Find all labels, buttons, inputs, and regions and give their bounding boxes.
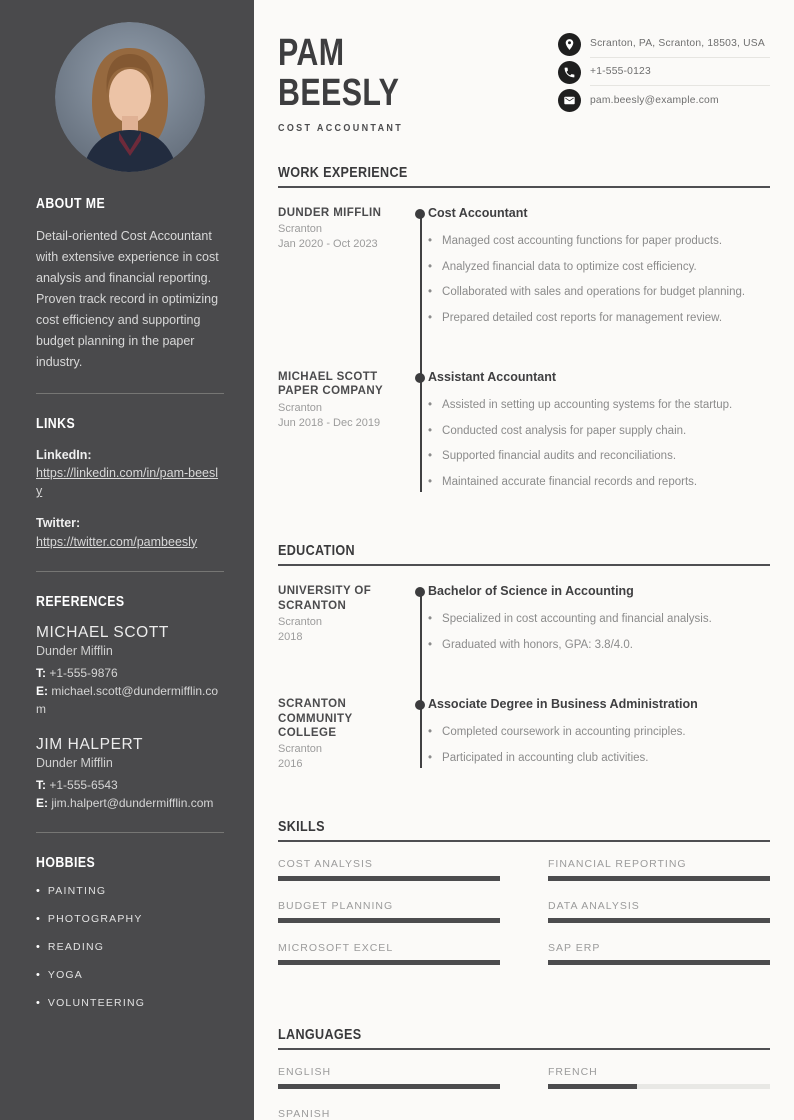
bar-track: [278, 876, 500, 881]
bar-track: [278, 960, 500, 965]
references-section: [36, 594, 224, 812]
link-url[interactable]: https://twitter.com/pambeesly: [36, 534, 198, 549]
bullet-icon: •: [36, 884, 40, 897]
hobby-label: YOGA: [47, 968, 84, 981]
phone-value: +1-555-6543: [49, 777, 118, 792]
bar-label: BUDGET PLANNING: [278, 900, 394, 913]
hobby-label: PHOTOGRAPHY: [47, 912, 143, 925]
skill-item: [278, 942, 500, 965]
bar-label: FRENCH: [548, 1066, 598, 1079]
timeline-dot: [415, 373, 425, 383]
hobbies-section: [36, 855, 224, 1009]
bar-fill: [278, 876, 500, 881]
bullet-point: • Conducted cost analysis for paper supply chain.: [428, 424, 770, 440]
contact-text: pam.beesly@example.com: [590, 94, 719, 106]
hobby-label: READING: [47, 940, 105, 953]
name-block: [278, 28, 417, 134]
reference-name: MICHAEL SCOTT: [36, 623, 169, 641]
timeline-entry: [278, 697, 770, 776]
reference-company: Dunder Mifflin: [36, 643, 113, 658]
contact-row: [558, 58, 770, 86]
bar-track: [548, 876, 770, 881]
bullet-point: • Collaborated with sales and operations for budget planning.: [428, 285, 770, 301]
reference-phone: [36, 664, 224, 682]
skill-item: [278, 900, 500, 923]
timeline-dot: [415, 700, 425, 710]
entry-role-title: Cost Accountant: [428, 206, 528, 221]
email-icon: [558, 89, 581, 112]
contact-text: Scranton, PA, Scranton, 18503, USA: [590, 38, 765, 49]
reference-phone: [36, 776, 224, 794]
bullet-icon: •: [36, 968, 40, 981]
bullet-icon: •: [36, 940, 40, 953]
phone-value: +1-555-9876: [49, 665, 118, 680]
contact-text: +1-555-0123: [590, 66, 651, 77]
about-text: Detail-oriented Cost Accountant with extensive experience in cost analysis and financial reporting. Proven track record in optimizing cost efficiency and supporting budget planning in the paper industry.: [36, 229, 219, 369]
location-icon: [558, 33, 581, 56]
bullet-point: • Managed cost accounting functions for paper products.: [428, 234, 770, 250]
bar-track: [548, 1084, 770, 1089]
work-experience-entries: [278, 188, 770, 500]
timeline-dot: [415, 209, 425, 219]
references-list: [36, 624, 224, 812]
entry-dates: 2016: [278, 758, 303, 771]
hobbies-heading: HOBBIES: [36, 854, 96, 871]
hobby-label: VOLUNTEERING: [47, 996, 146, 1009]
reference-email: [36, 682, 224, 718]
organization-name: SCRANTON COMMUNITY COLLEGE: [278, 698, 353, 739]
email-label: E:: [36, 683, 48, 698]
organization-location: Scranton: [278, 401, 323, 414]
bar-label: MICROSOFT EXCEL: [278, 942, 394, 955]
skill-item: [278, 858, 500, 881]
email-value: jim.halpert@dundermifflin.com: [51, 795, 214, 810]
skills-heading: SKILLS: [278, 818, 325, 836]
bullet-icon: •: [36, 912, 40, 925]
phone-label: T:: [36, 777, 46, 792]
languages-heading: LANGUAGES: [278, 1026, 362, 1044]
about-section: [36, 196, 224, 373]
sidebar: [0, 0, 254, 1120]
entry-role-title: Assistant Accountant: [428, 370, 557, 385]
bullet-point: • Analyzed financial data to optimize cost efficiency.: [428, 260, 770, 276]
timeline-entry: [278, 584, 770, 663]
sidebar-divider: [36, 393, 224, 394]
email-label: E:: [36, 795, 48, 810]
work-experience-heading: WORK EXPERIENCE: [278, 164, 408, 182]
avatar-illustration: [55, 22, 205, 172]
entry-dates: Jun 2018 - Dec 2019: [278, 416, 381, 429]
links-section: [36, 416, 224, 551]
contact-row: [558, 30, 770, 58]
timeline-dot: [415, 587, 425, 597]
bullet-point: • Participated in accounting club activities.: [428, 751, 770, 767]
reference-item: [36, 736, 224, 812]
bar-label: ENGLISH: [278, 1066, 332, 1079]
bar-fill: [278, 918, 500, 923]
main-content: [254, 0, 794, 1120]
bullet-point: • Supported financial audits and reconciliations.: [428, 449, 770, 465]
timeline-entry: [278, 206, 770, 336]
about-heading: ABOUT ME: [36, 196, 106, 212]
bar-track: [278, 1084, 500, 1089]
work-experience-section: [278, 164, 770, 500]
hobby-label: PAINTING: [47, 884, 107, 897]
bullet-point: • Maintained accurate financial records and reports.: [428, 475, 770, 491]
organization-location: Scranton: [278, 743, 323, 756]
organization-location: Scranton: [278, 223, 323, 236]
skills-section: [278, 818, 770, 984]
entry-role-title: Bachelor of Science in Accounting: [428, 584, 634, 599]
contact-row: [558, 86, 770, 114]
bar-track: [548, 918, 770, 923]
person-name: PAM BEESLY: [278, 32, 400, 114]
organization-name: DUNDER MIFFLIN: [278, 207, 382, 220]
skill-item: [548, 900, 770, 923]
organization-name: UNIVERSITY OF SCRANTON: [278, 585, 372, 612]
organization-name: MICHAEL SCOTT PAPER COMPANY: [278, 371, 384, 398]
sidebar-divider: [36, 832, 224, 833]
entry-bullets: [428, 725, 770, 766]
bar-track: [278, 918, 500, 923]
education-entries: [278, 566, 770, 776]
bar-fill: [548, 876, 770, 881]
link-item: [36, 514, 224, 550]
phone-icon: [558, 61, 581, 84]
hobby-item: [36, 885, 224, 897]
bar-fill: [278, 1084, 500, 1089]
hobbies-list: [36, 885, 224, 1009]
reference-company: Dunder Mifflin: [36, 755, 113, 770]
timeline-entry: [278, 370, 770, 500]
entry-bullets: [428, 612, 770, 653]
bar-fill: [548, 960, 770, 965]
bullet-point: • Specialized in cost accounting and financial analysis.: [428, 612, 770, 628]
link-item: [36, 446, 224, 500]
languages-grid: [278, 1050, 770, 1120]
bar-label: SPANISH: [278, 1108, 331, 1120]
reference-email: [36, 794, 224, 812]
links-heading: LINKS: [36, 416, 76, 432]
phone-label: T:: [36, 665, 46, 680]
bar-fill: [548, 1084, 637, 1089]
contact-block: [558, 28, 770, 134]
reference-name: JIM HALPERT: [36, 735, 144, 753]
bar-fill: [278, 960, 500, 965]
sidebar-divider: [36, 571, 224, 572]
hobby-item: [36, 997, 224, 1009]
languages-section: [278, 1026, 770, 1120]
email-value: michael.scott@dundermifflin.com: [36, 683, 219, 716]
references-heading: REFERENCES: [36, 593, 125, 610]
entry-role-title: Associate Degree in Business Administration: [428, 697, 698, 712]
entry-bullets: [428, 234, 770, 326]
link-label: Twitter:: [36, 516, 81, 531]
hobby-item: [36, 913, 224, 925]
entry-bullets: [428, 398, 770, 490]
link-label: LinkedIn:: [36, 448, 92, 462]
hobby-item: [36, 969, 224, 981]
bar-label: SAP ERP: [548, 942, 601, 955]
skill-item: [548, 858, 770, 881]
skills-grid: [278, 842, 770, 984]
language-item: [278, 1066, 500, 1089]
bullet-point: • Completed coursework in accounting principles.: [428, 725, 770, 741]
person-job-title: COST ACCOUNTANT: [278, 123, 404, 135]
language-item: [548, 1066, 770, 1089]
bullet-point: • Prepared detailed cost reports for management review.: [428, 311, 770, 327]
reference-item: [36, 624, 224, 718]
organization-location: Scranton: [278, 615, 323, 628]
entry-dates: Jan 2020 - Oct 2023: [278, 238, 378, 251]
link-url[interactable]: https://linkedin.com/in/pam-beesly: [36, 466, 219, 499]
hobby-item: [36, 941, 224, 953]
bar-track: [548, 960, 770, 965]
profile-photo: [55, 22, 205, 172]
education-section: [278, 542, 770, 776]
bullet-point: • Graduated with honors, GPA: 3.8/4.0.: [428, 638, 770, 654]
bullet-point: • Assisted in setting up accounting systems for the startup.: [428, 398, 770, 414]
skill-item: [548, 942, 770, 965]
bar-label: FINANCIAL REPORTING: [548, 858, 687, 871]
entry-dates: 2018: [278, 630, 303, 643]
bar-fill: [548, 918, 770, 923]
resume-header: [278, 28, 770, 134]
bar-label: COST ANALYSIS: [278, 858, 373, 871]
links-list: [36, 446, 224, 551]
language-item: [278, 1108, 500, 1120]
education-heading: EDUCATION: [278, 542, 355, 560]
bullet-icon: •: [36, 996, 40, 1009]
bar-label: DATA ANALYSIS: [548, 900, 640, 913]
